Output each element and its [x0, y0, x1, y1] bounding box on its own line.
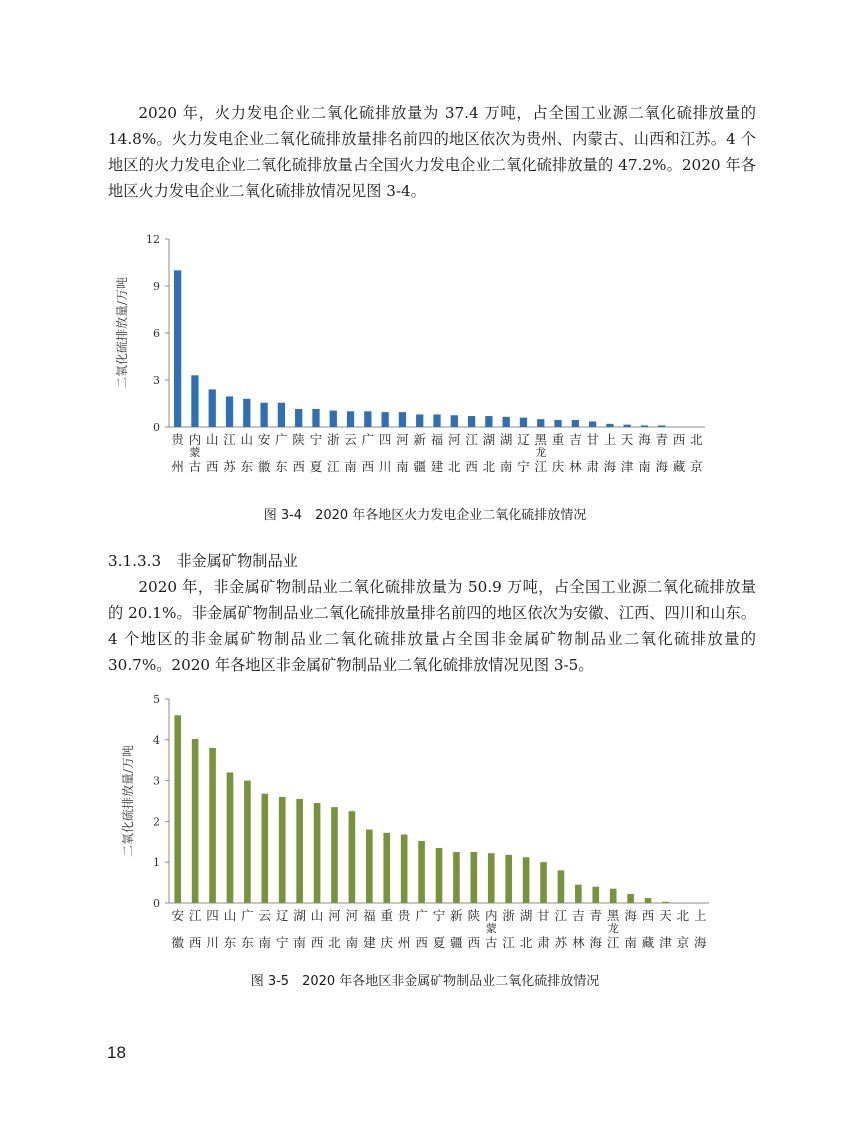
x-tick-label: 北	[676, 908, 690, 923]
x-tick-label: 津	[659, 935, 672, 950]
x-tick-label: 西	[415, 935, 428, 950]
bar	[314, 803, 321, 903]
bar	[503, 417, 510, 427]
bar	[418, 841, 425, 903]
x-tick-label: 江	[188, 908, 202, 923]
x-tick-label: 江	[223, 432, 236, 447]
x-tick-label: 河	[328, 908, 341, 923]
x-tick-label: 吉	[572, 908, 585, 923]
x-tick-label: 甘	[537, 908, 550, 923]
x-tick-label: 津	[620, 459, 634, 474]
figure-caption-3-4: 图 3-4 2020 年各地区火力发电企业二氧化硫排放情况	[263, 508, 587, 523]
x-tick-label: 西	[672, 432, 686, 447]
x-tick-label: 西	[205, 459, 219, 474]
bar	[260, 403, 267, 427]
paragraph-thermal-power: 2020 年，火力发电企业二氧化硫排放量为 37.4 万吨，占全国工业源二氧化硫排放量的 14.8%。火力发电企业二氧化硫排放量排名前四的地区依次为贵州、内蒙古、山西和江苏。4 个地区的火力发电企业二氧化硫排放量占全国火力发电企业二氧化硫排放量的 47.2%。2020 年各地区火力发电企业二氧化硫排放情况见图 3-4。	[108, 104, 756, 200]
x-tick-label: 青	[655, 432, 669, 447]
bar	[627, 894, 634, 903]
y-tick-label: 3	[153, 374, 160, 387]
x-tick-label: 云	[344, 432, 357, 447]
bar	[330, 411, 337, 427]
x-tick-label: 海	[694, 935, 707, 950]
bar	[488, 853, 495, 903]
x-tick-label: 海	[638, 432, 651, 447]
x-tick-label: 山	[205, 432, 219, 447]
x-tick-label: 建	[363, 935, 376, 950]
x-tick-label: 云	[258, 908, 272, 923]
bar	[261, 794, 268, 903]
x-tick-label: 福	[430, 432, 444, 447]
y-tick-label: 5	[153, 693, 160, 706]
x-tick-label: 北	[448, 459, 461, 474]
x-tick-label: 浙	[327, 432, 340, 447]
bar	[401, 834, 408, 903]
x-tick-label: 苏	[223, 459, 236, 474]
x-tick-label: 蒙	[485, 922, 497, 935]
x-tick-label: 夏	[432, 935, 446, 950]
y-tick-label: 6	[153, 327, 160, 340]
x-tick-label: 宁	[517, 459, 530, 474]
x-tick-label: 南	[638, 459, 651, 474]
x-tick-label: 江	[502, 935, 515, 950]
x-tick-label: 苏	[554, 935, 568, 950]
x-tick-label: 广	[361, 432, 375, 447]
x-tick-label: 河	[396, 432, 409, 447]
x-tick-label: 北	[328, 935, 341, 950]
x-tick-label: 江	[327, 459, 340, 474]
bar	[416, 414, 423, 427]
x-tick-label: 肃	[586, 459, 599, 474]
bar	[592, 887, 599, 903]
x-tick-label: 宁	[275, 935, 289, 950]
bar	[226, 396, 233, 427]
x-tick-label: 州	[397, 935, 411, 950]
bar	[364, 411, 371, 427]
x-tick-label: 西	[310, 935, 324, 950]
x-tick-label: 湖	[482, 432, 496, 447]
bar	[244, 781, 251, 903]
bar	[641, 425, 648, 427]
x-tick-label: 陕	[467, 908, 481, 923]
x-tick-label: 庆	[551, 459, 565, 474]
x-tick-label: 上	[603, 432, 617, 447]
y-tick-label: 0	[153, 421, 160, 434]
x-tick-label: 四	[206, 908, 219, 923]
x-tick-label: 龙	[607, 922, 619, 935]
bar	[209, 748, 216, 903]
bar	[662, 902, 669, 903]
bar	[399, 412, 406, 427]
x-tick-label: 辽	[275, 908, 289, 923]
x-tick-label: 新	[413, 432, 426, 447]
x-tick-label: 西	[467, 935, 481, 950]
x-tick-label: 辽	[517, 432, 530, 447]
x-tick-label: 庆	[380, 935, 393, 950]
bar	[347, 411, 354, 427]
bar	[505, 855, 512, 903]
x-tick-label: 湖	[293, 908, 306, 923]
x-tick-label: 西	[188, 935, 202, 950]
x-tick-label: 浙	[502, 908, 515, 923]
x-tick-label: 青	[589, 908, 603, 923]
bar	[383, 833, 390, 903]
x-tick-label: 南	[344, 459, 357, 474]
x-tick-label: 贵	[397, 908, 411, 923]
bar	[174, 715, 181, 903]
bar	[558, 870, 565, 903]
x-tick-label: 内	[188, 432, 202, 447]
x-tick-label: 南	[396, 459, 409, 474]
y-tick-label: 4	[153, 733, 160, 747]
bar	[243, 399, 250, 427]
x-tick-label: 安	[257, 432, 271, 447]
x-tick-label: 宁	[432, 908, 446, 923]
x-tick-label: 山	[310, 908, 324, 923]
bar	[485, 416, 492, 427]
x-tick-label: 新	[450, 908, 463, 923]
x-tick-label: 夏	[309, 459, 323, 474]
bar	[436, 848, 443, 903]
x-tick-label: 广	[275, 432, 288, 447]
x-tick-label: 南	[258, 935, 272, 950]
bar	[537, 419, 544, 427]
x-tick-label: 贵	[171, 432, 184, 447]
bar	[610, 889, 617, 903]
x-tick-label: 疆	[413, 459, 426, 474]
x-tick-label: 东	[240, 459, 254, 474]
bar	[174, 270, 181, 427]
y-tick-label: 2	[153, 815, 160, 829]
x-tick-label: 吉	[569, 432, 582, 447]
bar	[433, 414, 440, 427]
y-axis-label: 二氧化硫排放量/万吨	[121, 744, 135, 858]
x-tick-label: 肃	[537, 935, 550, 950]
x-tick-label: 东	[223, 935, 237, 950]
x-tick-label: 建	[430, 459, 444, 474]
bar	[295, 409, 302, 427]
x-tick-label: 海	[589, 935, 603, 950]
x-tick-label: 徽	[171, 935, 184, 950]
x-tick-label: 宁	[309, 432, 323, 447]
bar	[624, 425, 631, 427]
bar	[523, 857, 530, 903]
x-tick-label: 内	[485, 908, 498, 923]
x-tick-label: 西	[361, 459, 375, 474]
bar	[227, 772, 234, 903]
figure-caption-3-5: 图 3-5 2020 年各地区非金属矿物制品业二氧化硫排放情况	[250, 974, 600, 989]
bar	[279, 797, 286, 903]
x-tick-label: 海	[655, 459, 669, 474]
x-tick-label: 南	[624, 935, 637, 950]
x-tick-label: 州	[171, 459, 184, 474]
x-tick-label: 河	[345, 908, 359, 923]
bar	[278, 403, 285, 427]
bar	[554, 420, 561, 427]
bar	[209, 389, 216, 427]
x-tick-label: 蒙	[189, 446, 201, 459]
bar	[192, 739, 199, 903]
page-number: 18	[107, 1043, 126, 1062]
x-tick-label: 古	[188, 459, 202, 474]
x-tick-label: 西	[292, 459, 305, 474]
bar	[658, 425, 665, 427]
x-tick-label: 福	[363, 908, 376, 923]
x-tick-label: 京	[690, 459, 703, 474]
paragraph-nonmetal-minerals: 2020 年，非金属矿物制品业二氧化硫排放量为 50.9 万吨，占全国工业源二氧化硫排放量的 20.1%。非金属矿物制品业二氧化硫排放量排名前四的地区依次为安徽、江西、四川和山东。4 个地区的非金属矿物制品业二氧化硫排放量占全国非金属矿物制品业二氧化硫排放量的 30.7%。2020 年各地区非金属矿物制品业二氧化硫排放情况见图 3-5。	[108, 578, 756, 674]
x-tick-label: 重	[551, 432, 565, 447]
x-tick-label: 西	[641, 908, 655, 923]
x-tick-label: 天	[659, 908, 672, 923]
bar	[645, 898, 652, 903]
x-tick-label: 天	[620, 432, 634, 447]
x-tick-label: 河	[448, 432, 461, 447]
x-tick-label: 重	[380, 908, 393, 923]
y-axis-label: 二氧化硫排放量/万吨	[115, 276, 129, 390]
x-tick-label: 江	[606, 935, 620, 950]
x-tick-label: 海	[624, 908, 637, 923]
x-tick-label: 徽	[257, 459, 271, 474]
x-tick-label: 京	[676, 935, 690, 950]
bar	[572, 420, 579, 427]
x-tick-label: 北	[519, 935, 533, 950]
bar	[520, 418, 527, 427]
bar	[331, 807, 338, 903]
bar	[471, 852, 478, 903]
x-tick-label: 山	[240, 432, 254, 447]
y-tick-label: 12	[146, 233, 160, 246]
x-tick-label: 江	[554, 908, 568, 923]
x-tick-label: 海	[603, 459, 617, 474]
x-tick-label: 广	[241, 908, 254, 923]
x-tick-label: 北	[690, 432, 703, 447]
x-tick-label: 安	[171, 908, 184, 923]
x-tick-label: 藏	[672, 459, 686, 474]
bar	[296, 799, 303, 903]
y-tick-label: 1	[153, 856, 160, 870]
x-tick-label: 山	[223, 908, 237, 923]
x-tick-label: 四	[378, 432, 392, 447]
x-tick-label: 林	[569, 459, 582, 474]
bar	[349, 811, 356, 903]
x-tick-label: 江	[465, 432, 478, 447]
chart-nonmetal-minerals-so2	[0, 690, 850, 950]
bar	[606, 424, 613, 427]
y-tick-label: 0	[153, 897, 160, 910]
bar	[312, 409, 319, 427]
bar	[468, 416, 475, 427]
x-tick-label: 黑	[606, 908, 620, 923]
x-tick-label: 广	[415, 908, 428, 923]
x-tick-label: 江	[534, 459, 547, 474]
x-tick-label: 湖	[519, 908, 533, 923]
x-tick-label: 湖	[499, 432, 513, 447]
x-tick-label: 古	[485, 935, 498, 950]
x-tick-label: 疆	[450, 935, 463, 950]
x-tick-label: 南	[499, 459, 513, 474]
x-tick-label: 南	[345, 935, 359, 950]
x-tick-label: 藏	[641, 935, 655, 950]
bar	[453, 852, 460, 903]
bar	[540, 862, 547, 903]
y-tick-label: 3	[153, 774, 160, 788]
bar	[575, 885, 582, 903]
x-tick-label: 西	[465, 459, 478, 474]
y-tick-label: 9	[153, 280, 160, 293]
x-tick-label: 林	[572, 935, 585, 950]
bar	[191, 375, 198, 427]
x-tick-label: 北	[482, 459, 496, 474]
x-tick-label: 龙	[535, 446, 547, 459]
x-tick-label: 上	[694, 908, 707, 923]
x-tick-label: 南	[293, 935, 306, 950]
x-tick-label: 东	[275, 459, 288, 474]
x-tick-label: 陕	[292, 432, 305, 447]
section-heading: 3.1.3.3 非金属矿物制品业	[108, 552, 298, 570]
chart-thermal-power-so2	[0, 228, 850, 478]
bar	[381, 412, 388, 427]
x-tick-label: 甘	[586, 432, 599, 447]
bar	[589, 422, 596, 427]
x-tick-label: 东	[241, 935, 254, 950]
bar	[366, 830, 373, 903]
bar	[451, 415, 458, 427]
x-tick-label: 川	[206, 935, 219, 950]
x-tick-label: 黑	[534, 432, 547, 447]
x-tick-label: 川	[378, 459, 392, 474]
